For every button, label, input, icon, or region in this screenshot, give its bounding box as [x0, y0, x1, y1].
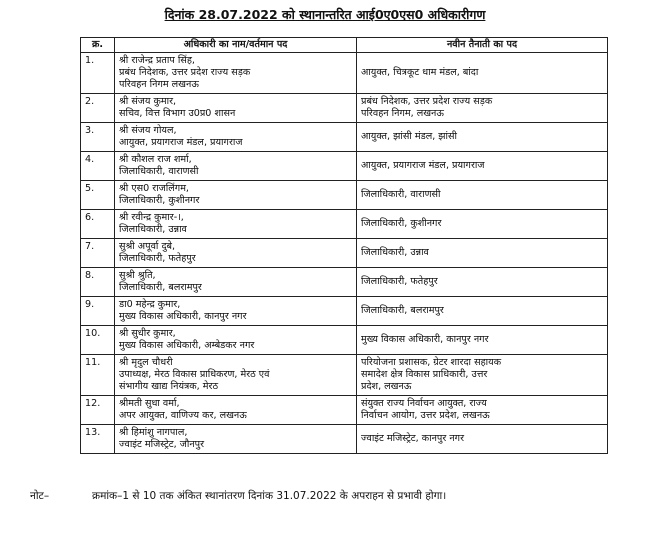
officer-line: उपाध्यक्ष, मेरठ विकास प्राधिकरण, मेरठ एवं: [119, 369, 270, 380]
new-posting: [357, 326, 608, 355]
new-posting: [357, 181, 608, 210]
officer-name-current-post: [115, 152, 357, 181]
officer-line: सुश्री अपूर्वा दुबे,: [119, 241, 176, 252]
posting-line: ज्वाइंट मजिस्ट्रेट, कानपुर नगर: [361, 433, 464, 444]
posting-line: संयुक्त राज्य निर्वाचन आयुक्त, राज्य: [361, 398, 487, 409]
officer-line: श्री रवीन्द्र कुमार-।,: [119, 212, 184, 223]
new-posting: [357, 268, 608, 297]
new-posting: [357, 355, 608, 396]
officer-line: श्री संजय कुमार,: [119, 96, 177, 107]
officer-line: श्री एस0 राजलिंगम,: [119, 183, 189, 194]
officer-line: श्री सुधीर कुमार,: [119, 328, 176, 339]
serial-number: 4.: [81, 152, 115, 181]
transfer-table: [80, 37, 608, 454]
posting-line: मुख्य विकास अधिकारी, कानपुर नगर: [361, 334, 489, 345]
serial-number: 9.: [81, 297, 115, 326]
serial-number: 11.: [81, 355, 115, 396]
serial-number: 7.: [81, 239, 115, 268]
serial-number: 13.: [81, 425, 115, 454]
officer-line: सचिव, वित्त विभाग उ0प्र0 शासन: [119, 108, 236, 119]
note-label: नोट–: [30, 490, 50, 502]
officer-line: जिलाधिकारी, वाराणसी: [119, 166, 199, 177]
note-text: क्रमांक–1 से 10 तक अंकित स्थानांतरण दिनांक 31.07.2022 के अपराहन से प्रभावी होगा।: [92, 490, 447, 502]
officer-name-current-post: [115, 396, 357, 425]
officer-name-current-post: [115, 425, 357, 454]
officer-name-current-post: [115, 326, 357, 355]
officer-line: डा0 महेन्द्र कुमार,: [119, 299, 181, 310]
serial-number: 1.: [81, 53, 115, 94]
officer-name-current-post: [115, 210, 357, 239]
officer-line: संभागीय खाद्य नियंत्रक, मेरठ: [119, 381, 219, 392]
officer-line: श्री राजेन्द्र प्रताप सिंह,: [119, 55, 195, 66]
table-row: [81, 326, 608, 355]
table-row: [81, 425, 608, 454]
officer-line: सुश्री श्रुति,: [119, 270, 156, 281]
new-posting: [357, 396, 608, 425]
table-row: [81, 297, 608, 326]
table-header-row: [81, 38, 608, 53]
posting-line: जिलाधिकारी, कुशीनगर: [361, 218, 442, 229]
serial-number: 6.: [81, 210, 115, 239]
posting-line: प्रदेश, लखनऊ: [361, 381, 412, 392]
officer-line: ज्वाइंट मजिस्ट्रेट, जौनपुर: [119, 439, 205, 450]
officer-name-current-post: [115, 239, 357, 268]
posting-line: आयुक्त, प्रयागराज मंडल, प्रयागराज: [361, 160, 485, 171]
officer-line: परिवहन निगम लखनऊ: [119, 79, 199, 90]
header-serial: क्र.: [81, 38, 115, 53]
header-officer: अधिकारी का नाम/वर्तमान पद: [115, 38, 357, 53]
officer-name-current-post: [115, 355, 357, 396]
posting-line: प्रबंध निदेशक, उत्तर प्रदेश राज्य सड़क: [361, 96, 493, 107]
new-posting: [357, 152, 608, 181]
new-posting: [357, 210, 608, 239]
table-row: [81, 268, 608, 297]
officer-line: श्री कौशल राज शर्मा,: [119, 154, 192, 165]
posting-line: जिलाधिकारी, वाराणसी: [361, 189, 441, 200]
posting-line: परियोजना प्रशासक, ग्रेटर शारदा सहायक: [361, 357, 502, 368]
officer-line: मुख्य विकास अधिकारी, अम्बेडकर नगर: [119, 340, 255, 351]
serial-number: 12.: [81, 396, 115, 425]
officer-name-current-post: [115, 94, 357, 123]
officer-name-current-post: [115, 268, 357, 297]
officer-line: जिलाधिकारी, कुशीनगर: [119, 195, 200, 206]
new-posting: [357, 425, 608, 454]
new-posting: [357, 239, 608, 268]
table-row: [81, 239, 608, 268]
officer-line: जिलाधिकारी, बलरामपुर: [119, 282, 202, 293]
header-new-posting: नवीन तैनाती का पद: [357, 38, 608, 53]
officer-line: जिलाधिकारी, फतेहपुर: [119, 253, 196, 264]
officer-line: श्री मृदुल चौधरी: [119, 357, 173, 368]
serial-number: 5.: [81, 181, 115, 210]
serial-number: 10.: [81, 326, 115, 355]
posting-line: परिवहन निगम, लखनऊ: [361, 108, 444, 119]
officer-line: श्री संजय गोयल,: [119, 125, 177, 136]
serial-number: 8.: [81, 268, 115, 297]
officer-line: श्रीमती सुधा वर्मा,: [119, 398, 180, 409]
officer-line: जिलाधिकारी, उन्नाव: [119, 224, 187, 235]
officer-line: आयुक्त, प्रयागराज मंडल, प्रयागराज: [119, 137, 243, 148]
serial-number: 3.: [81, 123, 115, 152]
posting-line: आयुक्त, झांसी मंडल, झांसी: [361, 131, 458, 142]
table-row: [81, 53, 608, 94]
new-posting: [357, 94, 608, 123]
table-row: [81, 210, 608, 239]
officer-name-current-post: [115, 297, 357, 326]
officer-line: श्री हिमांशु नागपाल,: [119, 427, 188, 438]
table-row: [81, 152, 608, 181]
table-row: [81, 396, 608, 425]
page-title: दिनांक 28.07.2022 को स्थानान्तरित आई0ए0एस0 अधिकारीगण: [164, 7, 486, 22]
officer-line: प्रबंध निदेशक, उत्तर प्रदेश राज्य सड़क: [119, 67, 251, 78]
officer-line: अपर आयुक्त, वाणिज्य कर, लखनऊ: [119, 410, 247, 421]
posting-line: समादेश क्षेत्र विकास प्राधिकारी, उत्तर: [361, 369, 488, 380]
table-row: [81, 355, 608, 396]
new-posting: [357, 123, 608, 152]
table-body: [81, 53, 608, 454]
officer-name-current-post: [115, 123, 357, 152]
posting-line: निर्वाचन आयोग, उत्तर प्रदेश, लखनऊ: [361, 410, 490, 421]
table-row: [81, 94, 608, 123]
table-row: [81, 181, 608, 210]
posting-line: जिलाधिकारी, बलरामपुर: [361, 305, 444, 316]
officer-name-current-post: [115, 53, 357, 94]
posting-line: जिलाधिकारी, उन्नाव: [361, 247, 429, 258]
serial-number: 2.: [81, 94, 115, 123]
officer-line: मुख्य विकास अधिकारी, कानपुर नगर: [119, 311, 247, 322]
posting-line: जिलाधिकारी, फतेहपुर: [361, 276, 438, 287]
new-posting: [357, 297, 608, 326]
officer-name-current-post: [115, 181, 357, 210]
table-row: [81, 123, 608, 152]
new-posting: [357, 53, 608, 94]
posting-line: आयुक्त, चित्रकूट धाम मंडल, बांदा: [361, 67, 479, 78]
